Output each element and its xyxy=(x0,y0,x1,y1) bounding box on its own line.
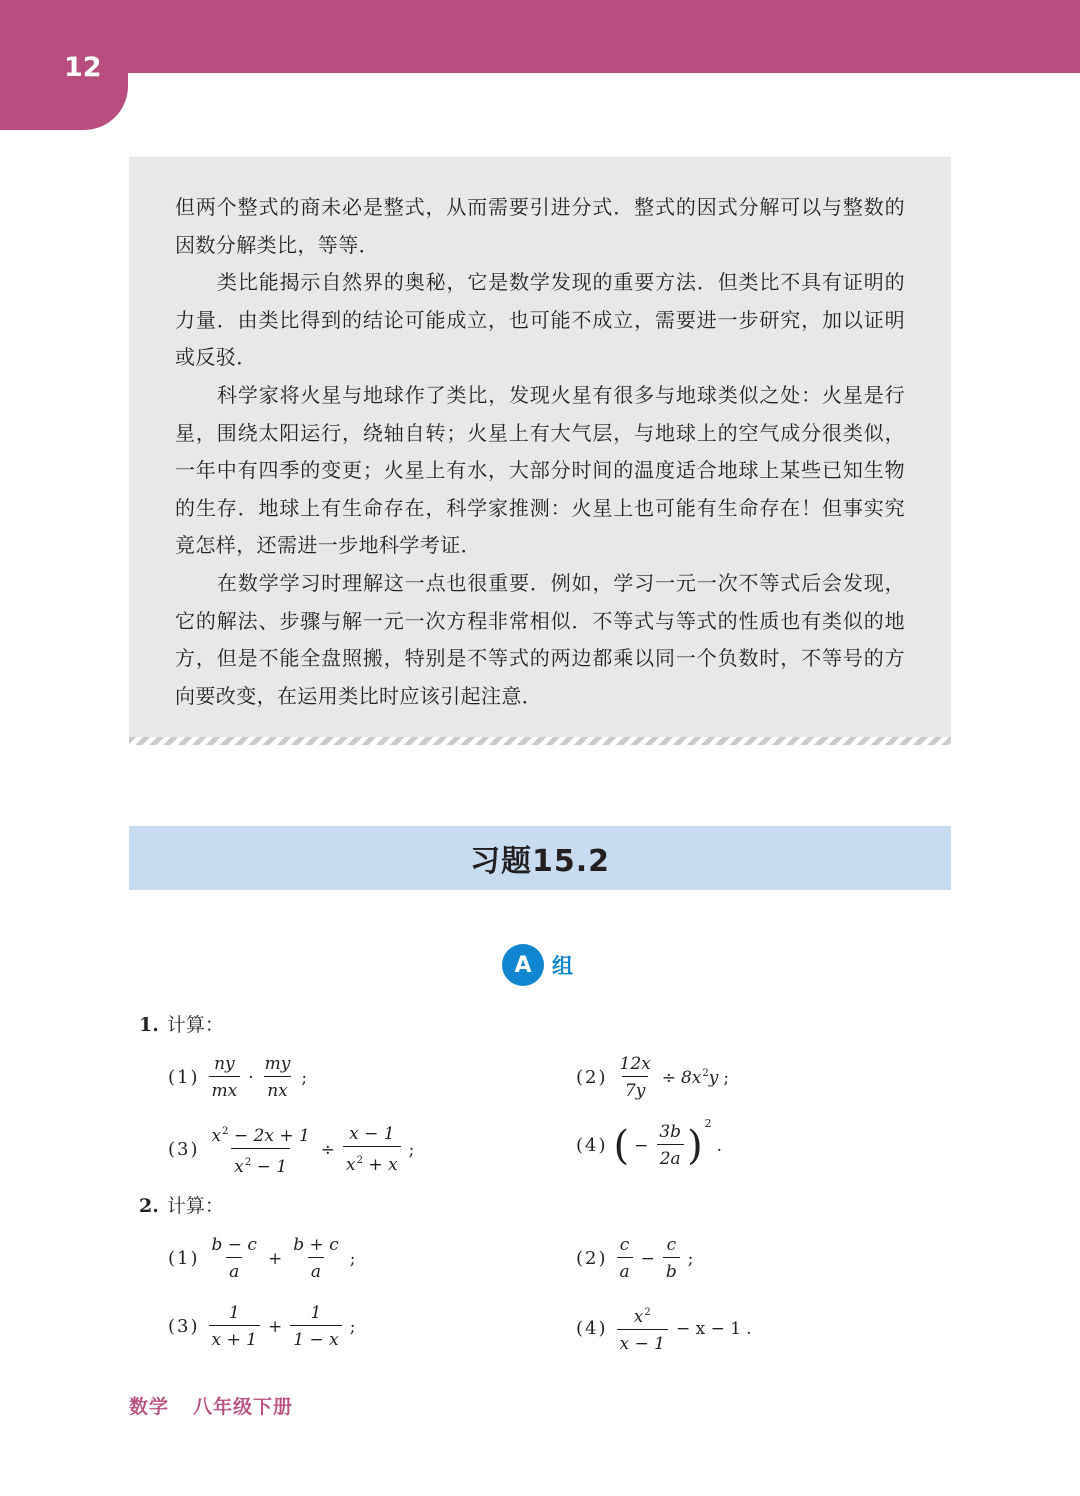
denominator: 2a xyxy=(657,1144,684,1169)
numerator: 1 xyxy=(228,1303,240,1323)
question-1-heading xyxy=(139,1010,224,1037)
reading-box xyxy=(129,157,951,740)
terminator: . xyxy=(716,1135,723,1156)
terminator: ; xyxy=(349,1248,356,1269)
fraction xyxy=(617,1235,633,1282)
exponent: 2 xyxy=(704,1117,712,1130)
q2-item-3 xyxy=(168,1303,360,1350)
box-bottom-stripe xyxy=(129,737,951,745)
denominator: nx xyxy=(264,1076,291,1101)
fraction xyxy=(209,1303,260,1350)
q1-item-3 xyxy=(168,1122,419,1177)
terminator: . xyxy=(746,1318,752,1339)
question-text: 计算： xyxy=(166,1014,224,1036)
question-number: 2. xyxy=(139,1195,159,1217)
fraction xyxy=(209,1054,241,1101)
reading-paragraph: 科学家将火星与地球作了类比，发现火星有很多与地球类似之处：火星是行星，围绕太阳运行，绕轴自转；火星上有大气层，与地球上的空气成分很类似，一年中有四季的变更；火星上有水，大部分时间的温度适合地球上某些已知生物的生存．地球上有生命存在，科学家推测：火星上也可能有生命存在！但事实究竟怎样，还需进一步地科学考证． xyxy=(175,382,905,558)
fraction xyxy=(262,1054,294,1101)
numerator: 3b xyxy=(659,1122,682,1142)
group-label: 组 xyxy=(552,954,573,978)
fraction xyxy=(290,1303,341,1350)
denominator: b xyxy=(663,1257,680,1282)
numerator: b − c xyxy=(211,1235,257,1255)
item-label: (4) xyxy=(576,1135,608,1156)
reading-paragraph: 但两个整式的商未必是整式，从而需要引进分式．整式的因式分解可以与整数的因数分解类比，等等． xyxy=(175,195,905,257)
operator: ÷ xyxy=(661,1067,676,1088)
reading-text xyxy=(175,189,905,715)
item-label: (1) xyxy=(168,1248,200,1269)
denominator: a xyxy=(308,1257,324,1282)
denominator: $x^2 - 1$ xyxy=(231,1148,290,1177)
numerator: x − 1 xyxy=(349,1124,395,1144)
numerator: my xyxy=(264,1054,291,1074)
exercise-title: 习题15.2 xyxy=(469,844,611,879)
numerator: 12x xyxy=(619,1054,651,1074)
item-label: (3) xyxy=(168,1316,200,1337)
terminator: ; xyxy=(687,1248,694,1269)
operator: ÷ xyxy=(320,1139,336,1160)
fraction xyxy=(656,1122,684,1169)
q1-item-4 xyxy=(576,1117,727,1169)
denominator: 7y xyxy=(622,1076,648,1101)
numerator: $x^2$ xyxy=(633,1307,651,1327)
numerator: 1 xyxy=(310,1303,322,1323)
term: $8x^2y$ xyxy=(680,1067,719,1088)
footer-grade: 八年级下册 xyxy=(193,1396,294,1418)
denominator: x − 1 xyxy=(617,1329,668,1354)
minus-sign: − xyxy=(634,1135,649,1156)
fraction xyxy=(617,1303,668,1354)
question-text: 计算： xyxy=(166,1195,224,1217)
reading-paragraph: 类比能揭示自然界的奥秘，它是数学发现的重要方法．但类比不具有证明的力量．由类比得到的结论可能成立，也可能不成立，需要进一步研究，加以证明或反驳． xyxy=(175,270,905,370)
fraction xyxy=(663,1235,680,1282)
terminator: ; xyxy=(723,1067,730,1088)
q1-item-1 xyxy=(168,1054,312,1101)
numerator: c xyxy=(666,1235,677,1255)
q2-item-1 xyxy=(168,1235,360,1282)
denominator: mx xyxy=(209,1076,241,1101)
denominator: 1 − x xyxy=(290,1325,341,1350)
operator: + xyxy=(267,1316,283,1337)
denominator: x + 1 xyxy=(209,1325,260,1350)
q2-item-4 xyxy=(576,1303,756,1354)
rest-terms: − x − 1 xyxy=(675,1318,742,1339)
item-label: (2) xyxy=(576,1248,608,1269)
question-2-heading xyxy=(139,1191,224,1218)
right-paren: ) xyxy=(687,1122,703,1169)
denominator: a xyxy=(617,1257,633,1282)
item-label: (4) xyxy=(576,1318,608,1339)
terminator: ; xyxy=(349,1316,356,1337)
question-number: 1. xyxy=(139,1014,159,1036)
exercise-banner xyxy=(129,826,951,890)
terminator: ; xyxy=(301,1067,308,1088)
left-paren: ( xyxy=(613,1122,630,1169)
operator: + xyxy=(267,1248,283,1269)
denominator: a xyxy=(226,1257,242,1282)
group-badge: A xyxy=(502,944,544,986)
fraction xyxy=(209,1235,260,1282)
fraction xyxy=(343,1124,401,1175)
operator: · xyxy=(248,1067,254,1088)
item-label: (2) xyxy=(576,1067,608,1088)
footer xyxy=(129,1392,293,1419)
footer-subject: 数学 xyxy=(129,1396,170,1418)
group-heading xyxy=(502,944,573,986)
fraction xyxy=(290,1235,341,1282)
q2-item-2 xyxy=(576,1235,699,1282)
q1-item-2 xyxy=(576,1054,734,1101)
item-label: (3) xyxy=(168,1139,200,1160)
header-band xyxy=(0,0,1080,73)
reading-paragraph: 在数学学习时理解这一点也很重要．例如，学习一元一次不等式后会发现，它的解法、步骤与解一元一次方程非常相似．不等式与等式的性质也有类似的地方，但是不能全盘照搬，特别是不等式的两边都乘以同一个负数时，不等号的方向要改变，在运用类比时应该引起注意． xyxy=(175,570,905,708)
numerator: ny xyxy=(214,1054,235,1074)
fraction xyxy=(617,1054,654,1101)
denominator: $x^2 + x$ xyxy=(343,1146,401,1175)
numerator: $x^2 - 2x + 1$ xyxy=(211,1126,310,1146)
numerator: c xyxy=(619,1235,630,1255)
item-label: (1) xyxy=(168,1067,200,1088)
fraction xyxy=(209,1122,313,1177)
terminator: ; xyxy=(408,1139,415,1160)
numerator: b + c xyxy=(293,1235,339,1255)
page-number: 12 xyxy=(64,52,102,83)
operator: − xyxy=(640,1248,655,1269)
